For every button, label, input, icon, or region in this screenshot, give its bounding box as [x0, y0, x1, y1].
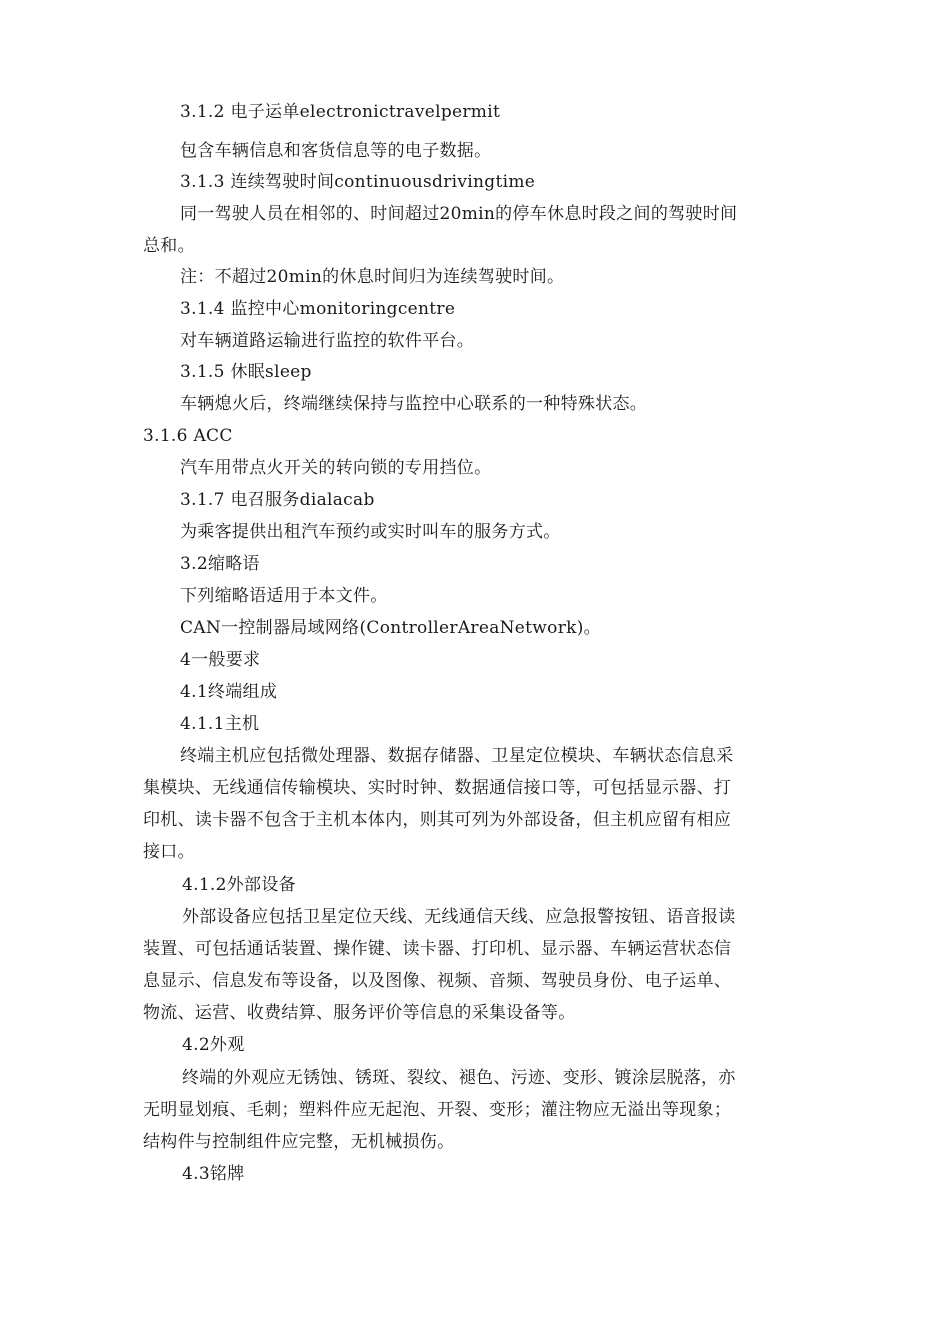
paragraph-line: 包含车辆信息和客货信息等的电子数据。: [180, 141, 492, 161]
paragraph-line: 印机、读卡器不包含于主机本体内，则其可列为外部设备，但主机应留有相应: [143, 810, 732, 830]
heading-3-1-7: 3.1.7 电召服务dialacab: [180, 490, 375, 510]
heading-3-1-3: 3.1.3 连续驾驶时间continuousdrivingtime: [180, 172, 536, 192]
paragraph-line: 车辆熄火后，终端继续保持与监控中心联系的一种特殊状态。: [180, 394, 648, 414]
paragraph-line: 外部设备应包括卫星定位天线、无线通信天线、应急报警按钮、语音报读: [182, 907, 736, 927]
paragraph-line: 终端主机应包括微处理器、数据存储器、卫星定位模块、车辆状态信息采: [180, 746, 734, 766]
paragraph-line: 为乘客提供出租汽车预约或实时叫车的服务方式。: [180, 522, 561, 542]
heading-3-1-4: 3.1.4 监控中心monitoringcentre: [180, 299, 456, 319]
heading-3-1-6: 3.1.6 ACC: [143, 426, 233, 446]
paragraph-line: 接口。: [143, 842, 195, 862]
paragraph-line: CAN一控制器局域网络(ControllerAreaNetwork)。: [180, 618, 601, 638]
paragraph-line: 集模块、无线通信传输模块、实时时钟、数据通信接口等，可包括显示器、打: [143, 778, 732, 798]
heading-4-1: 4.1终端组成: [180, 682, 278, 702]
paragraph-line: 汽车用带点火开关的转向锁的专用挡位。: [180, 458, 492, 478]
paragraph-line: 下列缩略语适用于本文件。: [180, 586, 388, 606]
paragraph-line: 同一驾驶人员在相邻的、时间超过20min的停车休息时段之间的驾驶时间: [180, 204, 738, 224]
heading-3-1-5: 3.1.5 休眠sleep: [180, 362, 312, 382]
paragraph-line: 终端的外观应无锈蚀、锈斑、裂纹、褪色、污迹、变形、镀涂层脱落，亦: [182, 1068, 736, 1088]
note-line: 注：不超过20min的休息时间归为连续驾驶时间。: [180, 267, 565, 287]
heading-3-2: 3.2缩略语: [180, 554, 260, 574]
paragraph-line: 息显示、信息发布等设备，以及图像、视频、音频、驾驶员身份、电子运单、: [143, 971, 732, 991]
heading-4-3: 4.3铭牌: [182, 1164, 245, 1184]
paragraph-line: 装置、可包括通话装置、操作键、读卡器、打印机、显示器、车辆运营状态信: [143, 939, 732, 959]
paragraph-line: 总和。: [143, 236, 195, 256]
paragraph-line: 物流、运营、收费结算、服务评价等信息的采集设备等。: [143, 1003, 576, 1023]
heading-3-1-2: 3.1.2 电子运单electronictravelpermit: [180, 102, 501, 122]
heading-4-1-1: 4.1.1主机: [180, 714, 260, 734]
heading-4-2: 4.2外观: [182, 1035, 245, 1055]
paragraph-line: 无明显划痕、毛刺；塑料件应无起泡、开裂、变形；灌注物应无溢出等现象；: [143, 1100, 732, 1120]
paragraph-line: 结构件与控制组件应完整，无机械损伤。: [143, 1132, 455, 1152]
heading-4: 4一般要求: [180, 650, 261, 670]
heading-4-1-2: 4.1.2外部设备: [182, 875, 296, 895]
paragraph-line: 对车辆道路运输进行监控的软件平台。: [180, 331, 475, 351]
